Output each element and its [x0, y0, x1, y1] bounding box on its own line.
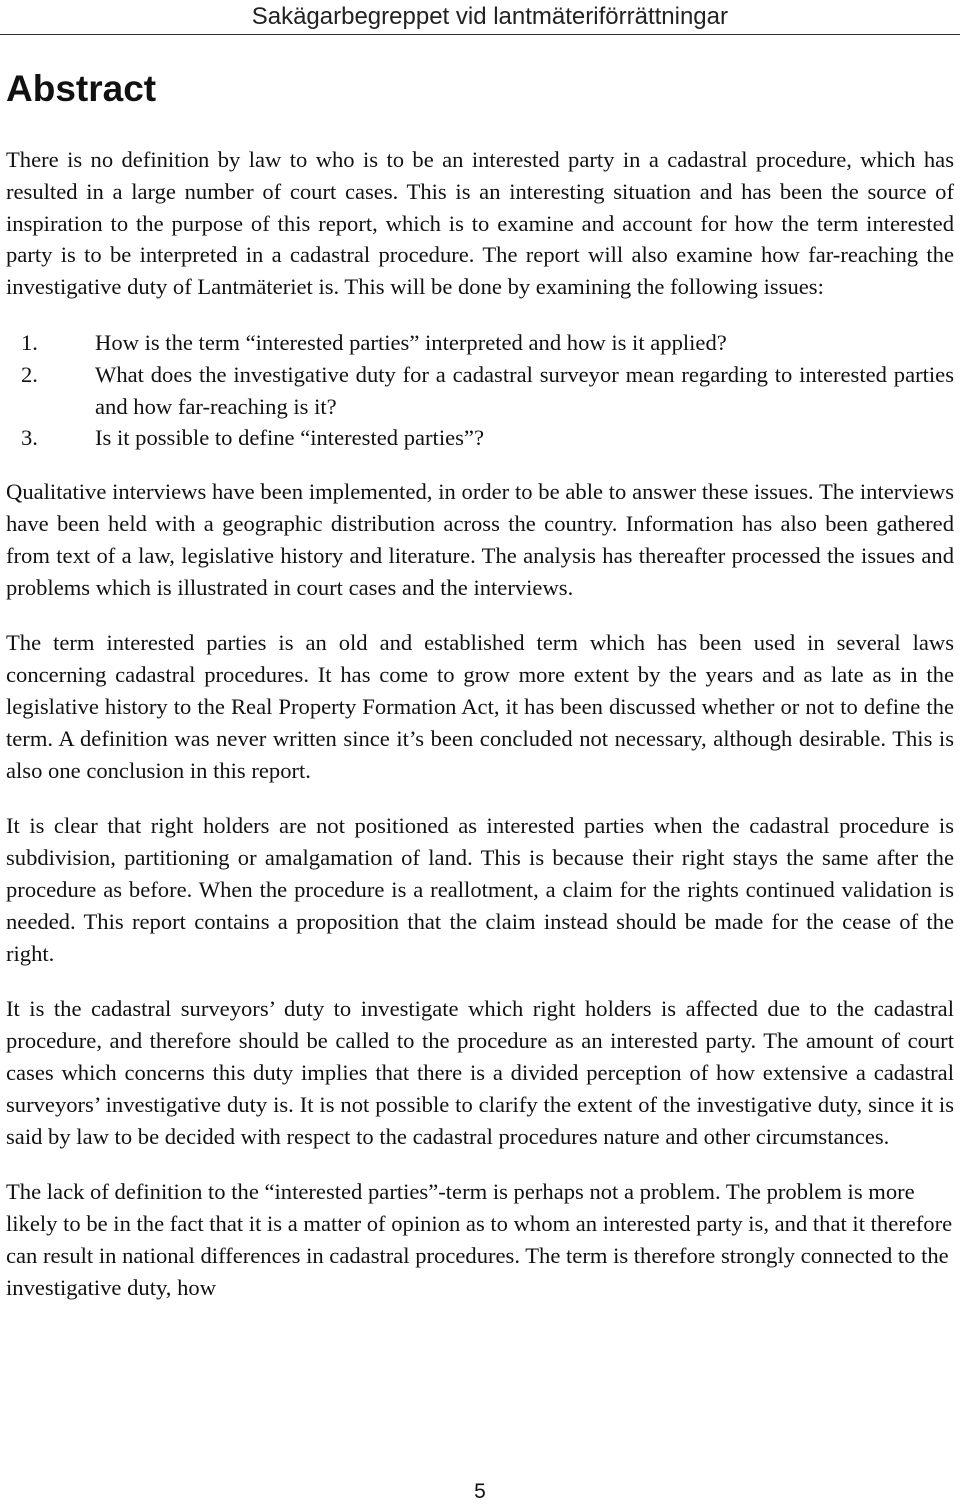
issue-text: Is it possible to define “interested parties”? — [95, 425, 484, 451]
issue-text: What does the investigative duty for a cadastral surveyor mean regarding to interested parties and how far-reaching is it? — [95, 361, 954, 419]
header-divider — [0, 34, 960, 35]
issue-number: 3. — [21, 425, 38, 451]
issue-text: How is the term “interested parties” interpreted and how is it applied? — [95, 329, 727, 355]
page-header — [0, 0, 960, 40]
issue-item — [6, 422, 954, 454]
issue-number: 1. — [21, 329, 38, 355]
page-content — [6, 66, 954, 1328]
abstract-paragraph-right-holders: It is clear that right holders are not positioned as interested parties when the cadastral procedure is subdivision, partitioning or amalgamation of land. This is because their right stays the same after the procedure as before. When the procedure is a reallotment, a claim for the rights continued validation is needed. This report contains a proposition that the claim instead should be made for the cease of the right. — [6, 813, 954, 966]
abstract-paragraph-method: Qualitative interviews have been implemented, in order to be able to answer these issues. The interviews have been held with a geographic distribution across the country. Information has also been gathered from text of a law, legislative history and literature. The analysis has thereafter processed the issues and problems which is illustrated in court cases and the interviews. — [6, 479, 954, 600]
issue-item — [6, 327, 954, 359]
issue-item — [6, 359, 954, 423]
abstract-paragraph-intro: There is no definition by law to who is to be an interested party in a cadastral procedure, which has resulted in a large number of court cases. This is an interesting situation and has been the source of inspiration to the purpose of this report, which is to examine and account for how the term interested party is to be interpreted in a cadastral procedure. The report will also examine how far-reaching the investigative duty of Lantmäteriet is. This will be done by examining the following issues: — [6, 147, 954, 300]
issue-number: 2. — [21, 361, 38, 387]
abstract-paragraph-investigative-duty: It is the cadastral surveyors’ duty to investigate which right holders is affected due to the cadastral procedure, and therefore should be called to the procedure as an interested party. The amount of court cases which concerns this duty implies that there is a divided perception of how extensive a cadastral surveyors’ investigative duty is. It is not possible to clarify the extent of the investigative duty, since it is said by law to be decided with respect to the cadastral procedures nature and other circumstances. — [6, 996, 954, 1149]
abstract-paragraph-term: The term interested parties is an old and established term which has been used in several laws concerning cadastral procedures. It has come to grow more extent by the years and as late as in the legislative history to the Real Property Formation Act, it has been discussed whether or not to define the term. A definition was never written since it’s been concluded not necessary, although desirable. This is also one conclusion in this report. — [6, 630, 954, 783]
section-heading: Abstract — [6, 68, 157, 109]
abstract-paragraph-conclusion: The lack of definition to the “interested parties”-term is perhaps not a problem. The problem is more likely to be in the fact that it is a matter of opinion as to whom an interested party is, and that it therefore can result in national differences in cadastral procedures. The term is therefore strongly connected to the investigative duty, how — [6, 1179, 953, 1300]
running-title: Sakägarbegreppet vid lantmäteriförrättningar — [251, 3, 728, 30]
issues-list — [6, 327, 954, 454]
page-number: 5 — [474, 1480, 486, 1503]
